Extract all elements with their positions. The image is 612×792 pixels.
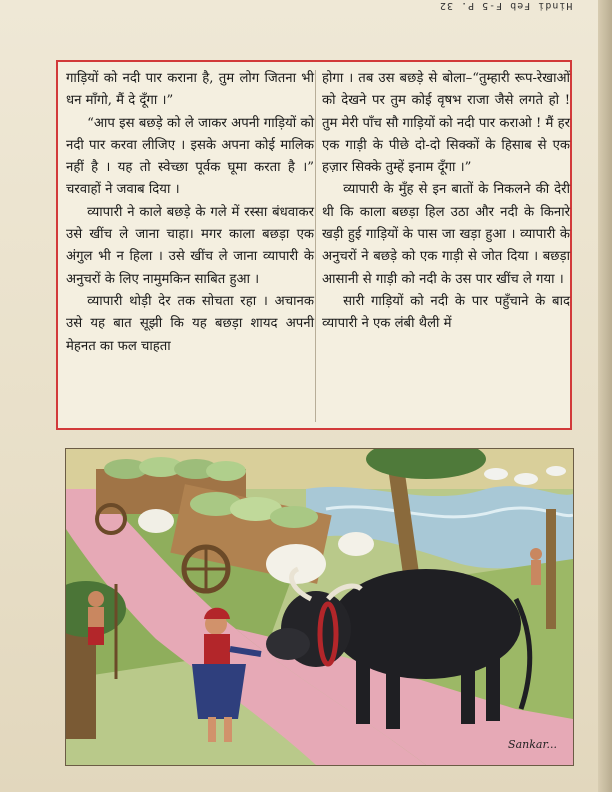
story-text-box: [56, 60, 572, 430]
column-divider: [315, 70, 316, 422]
illustration-drawing: [66, 449, 573, 765]
paragraph: सारी गाड़ियों को नदी के पार पहुँचाने के बाद व्यापारी ने एक लंबी थैली में: [322, 293, 570, 332]
page-spine: [598, 0, 612, 792]
paragraph: व्यापारी के मुँह से इन बातों के निकलने की देरी थी कि काला बछड़ा हिल उठा और नदी के किनारे खड़ी हुई गाड़ियों के पास जा खड़ा हुआ । व्यापारी के अनुचरों ने बछड़े को एक गाड़ी से जोत दिया । बछड़ा आसानी से गाड़ी को नदी के उस पार खींच ले गया ।: [322, 182, 570, 287]
story-illustration: [65, 448, 574, 766]
paragraph: व्यापारी ने काले बछड़े के गले में रस्सा बंधवाकर उसे खींच ले जाना चाहा। मगर काला बछड़ा एक अंगुल भी न हिला । उसे खींच ले जाना व्यापारी के अनुचरों के लिए नामुमकिन साबित हुआ ।: [66, 204, 314, 287]
artist-signature: Sankar...: [508, 738, 557, 751]
paragraph: व्यापारी थोड़ी देर तक सोचता रहा । अचानक उसे यह बात सूझी कि यह बछड़ा शायद अपनी मेहनत का फल चाहता: [66, 293, 314, 354]
right-column: [322, 68, 570, 336]
page-code: Hindi Feb F-5 P. 32: [438, 0, 572, 11]
paragraph: “आप इस बछड़े को ले जाकर अपनी गाड़ियों को नदी पार करवा लीजिए । इसके अपना कोई मालिक नहीं है । यह तो स्वेच्छा पूर्वक घूमा करता है ।” चरवाहों ने जवाब दिया ।: [66, 115, 314, 198]
left-column: [66, 68, 314, 358]
paragraph: गाड़ियों को नदी पार कराना है, तुम लोग जितना भी धन माँगो, मैं दे दूँगा ।”: [66, 71, 314, 109]
paragraph: होगा । तब उस बछड़े से बोला–“तुम्हारी रूप-रेखाओं को देखने पर तुम कोई वृषभ राजा जैसे लगते हो ! तुम मेरी पाँच सौ गाड़ियों को नदी पार कराओ ! मैं हर एक गाड़ी के पीछे दो-दो सिक्कों के हिसाब से एक हज़ार सिक्के तुम्हें इनाम दूँगा ।”: [322, 71, 570, 176]
